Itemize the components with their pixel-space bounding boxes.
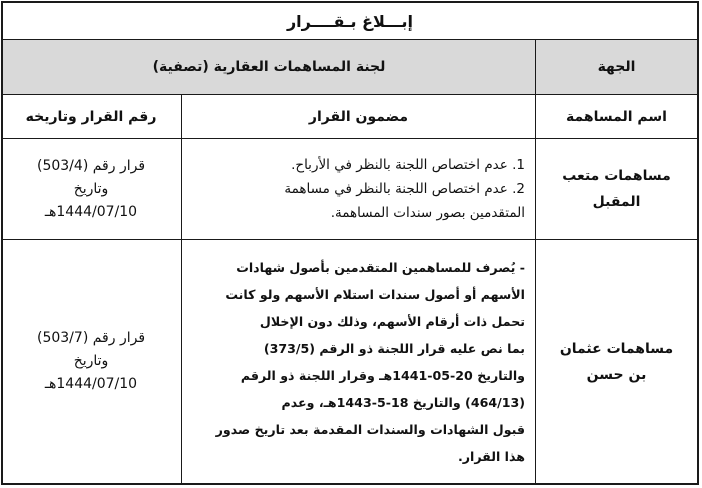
table-row: [3, 240, 697, 483]
table-row: [3, 139, 697, 240]
decision-number-line: 1444/07/10هـ: [44, 203, 138, 220]
entity-value: لجنة المساهمات العقارية (تصفية): [152, 59, 386, 75]
decision-number-cell: [1, 139, 181, 239]
decision-content-cell: [181, 139, 535, 239]
header-decision-number-date: رقم القرار وتاريخه: [25, 108, 157, 125]
decision-content-line: تحمل ذات أرقام الأسهم، وذلك دون الإخلال: [259, 313, 525, 329]
decision-number-line: 1444/07/10هـ: [44, 376, 138, 392]
decision-content-line: الأسهم أو أصول سندات استلام الأسهم ولو كانت: [225, 286, 525, 302]
decision-content-line: المتقدمين بصور سندات المساهمة.: [330, 205, 525, 221]
contribution-name-line: بن حسن: [586, 366, 647, 383]
entity-row: [3, 40, 697, 95]
contribution-name-line: مساهمات متعب: [562, 168, 671, 184]
decision-number-cell: [1, 240, 181, 483]
decision-notice-table: [1, 1, 699, 485]
entity-label: الجهة: [535, 40, 697, 94]
header-row: [3, 95, 697, 139]
decision-number-line: قرار رقم (503/4): [36, 157, 146, 174]
decision-content-line: بما نص عليه قرار اللجنة ذو الرقم (373/5): [263, 340, 525, 356]
decision-content-line: 1. عدم اختصاص اللجنة بالنظر في الأرباح.: [291, 157, 525, 173]
decision-content-line: هذا القرار.: [457, 448, 525, 464]
decision-number-line: قرار رقم (503/7): [36, 330, 146, 346]
decision-content-line: (464/13) والتاريخ 18-5-1443هـ، وعدم: [281, 394, 525, 410]
decision-number-line: وتاريخ: [73, 353, 109, 369]
contribution-name-line: مساهمات عثمان: [559, 340, 674, 357]
decision-content-line: والتاريخ 20-05-1441هـ وقرار اللجنة ذو الرقم: [240, 367, 525, 383]
contribution-name-line: المقبل: [592, 194, 641, 210]
decision-content-line: 2. عدم اختصاص اللجنة بالنظر في مساهمة: [284, 181, 525, 197]
title-row: [3, 3, 697, 40]
header-contribution-name: اسم المساهمة: [535, 95, 697, 138]
decision-content-line: قبول الشهادات والسندات المقدمة بعد تاريخ صدور: [215, 421, 525, 437]
decision-content-cell: [181, 240, 535, 483]
decision-content-line: - يُصرف للمساهمين المتقدمين بأصول شهادات: [236, 259, 525, 275]
header-decision-content: مضمون القرار: [181, 95, 535, 138]
contribution-name-cell: [535, 240, 697, 483]
notice-title: إبـــلاغ بـقــــرار: [286, 11, 414, 31]
decision-number-line: وتاريخ: [73, 180, 109, 197]
contribution-name-cell: [535, 139, 697, 239]
